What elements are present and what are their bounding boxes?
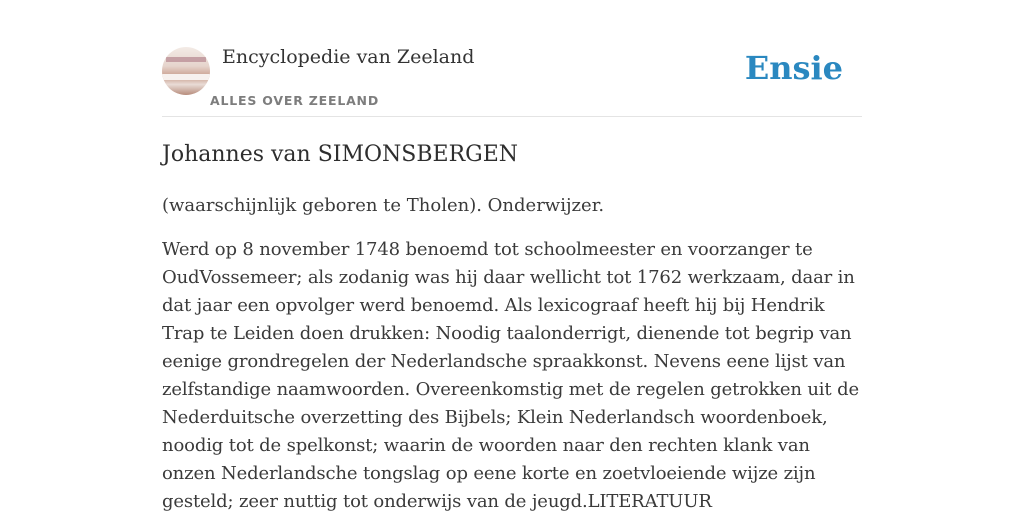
article [162, 140, 862, 512]
site-avatar[interactable] [162, 47, 210, 95]
site-title[interactable]: Encyclopedie van Zeeland [222, 46, 475, 68]
article-title: Johannes van SIMONSBERGEN [162, 142, 519, 167]
avatar-band [162, 74, 210, 80]
article-lead: (waarschijnlijk geboren te Tholen). Onderwijzer. [162, 195, 605, 216]
site-tagline: ALLES OVER ZEELAND [210, 93, 379, 108]
article-body: Werd op 8 november 1748 benoemd tot schoolmeester en voorzanger te OudVossemeer; als zodanig was hij daar wellicht tot 1762 werkzaam, daar in dat jaar een opvolger werd benoemd. Als lexicograaf heeft hij bij Hendrik Trap te Leiden doen drukken: Noodig taalonderrigt, dienende tot begrip van eenige grondregelen der Nederlandsche spraakkonst. Nevens eene lijst van zelfstandige naamwoorden. Overeenkomstig met de regelen getrokken uit de Nederduitsche overzetting des Bijbels; Klein Nederlandsch woordenboek, noodig tot de spelkonst; waarin de woorden naar den rechten klank van onzen Nederlandsche tongslag op eene korte en zoetvloeiende wijze zijn gesteld; zeer nuttig tot onderwijs van de jeugd.LITERATUUR [162, 239, 859, 512]
avatar-band [166, 57, 206, 62]
ensie-logo[interactable]: Ensie [744, 49, 843, 87]
site-header [162, 44, 862, 117]
